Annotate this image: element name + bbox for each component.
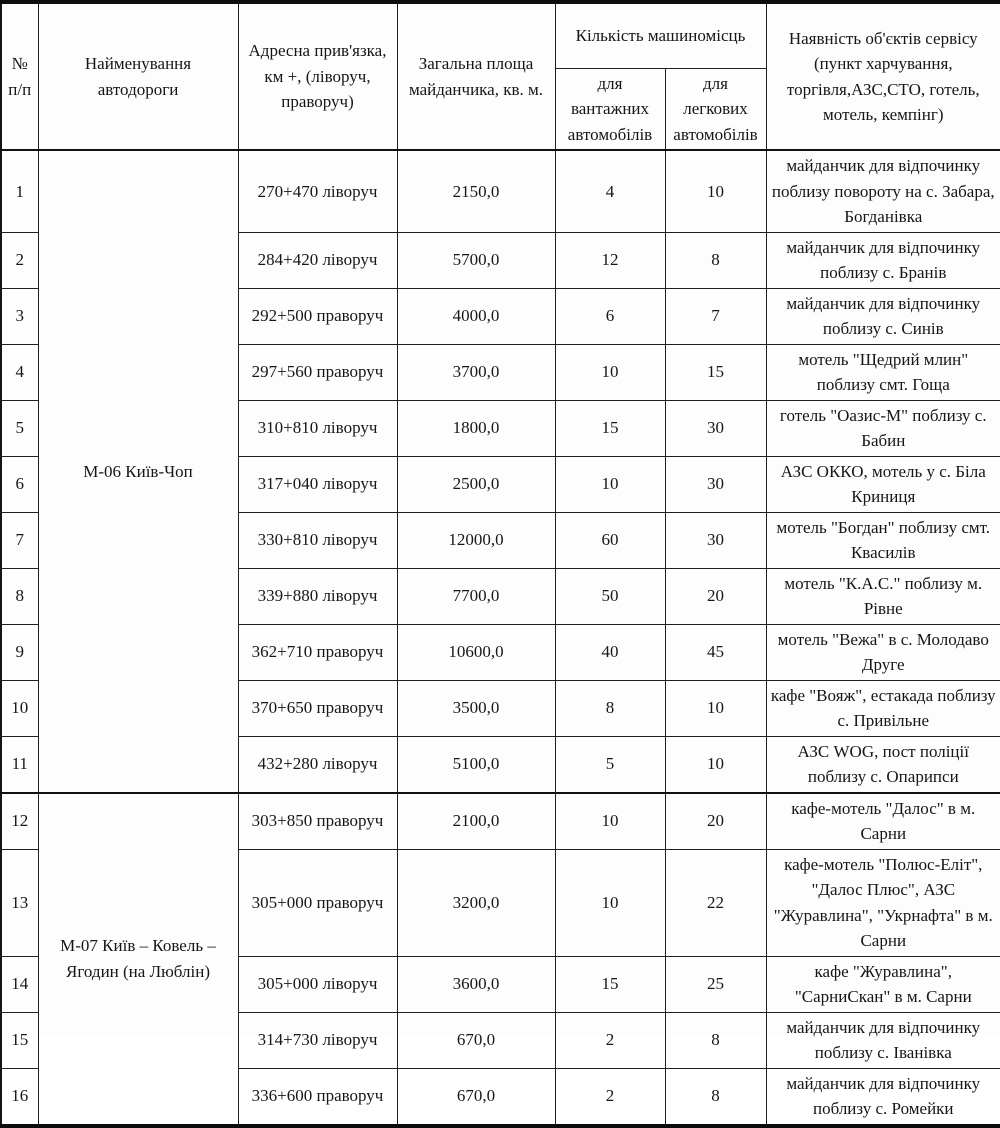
cell-car-spaces: 45 [665, 624, 766, 680]
cell-address: 362+710 праворуч [238, 624, 397, 680]
cell-area: 2100,0 [397, 793, 555, 850]
cell-address: 432+280 ліворуч [238, 736, 397, 793]
cell-address: 284+420 ліворуч [238, 232, 397, 288]
cell-address: 339+880 ліворуч [238, 568, 397, 624]
cell-truck-spaces: 10 [555, 793, 665, 850]
cell-service-objects: мотель "Вежа" в с. Молодаво Друге [766, 624, 1000, 680]
cell-car-spaces: 30 [665, 512, 766, 568]
cell-row-number: 4 [1, 344, 38, 400]
cell-area: 3700,0 [397, 344, 555, 400]
cell-row-number: 3 [1, 288, 38, 344]
cell-service-objects: АЗС WOG, пост поліції поблизу с. Опарипси [766, 736, 1000, 793]
header-capacity-trucks: для вантажних автомобілів [555, 68, 665, 150]
table-body [1, 150, 1000, 1126]
cell-area: 2150,0 [397, 150, 555, 232]
cell-address: 292+500 праворуч [238, 288, 397, 344]
cell-road-name: М-06 Київ-Чоп [38, 150, 238, 793]
cell-area: 4000,0 [397, 288, 555, 344]
cell-car-spaces: 22 [665, 849, 766, 956]
cell-row-number: 16 [1, 1068, 38, 1126]
cell-truck-spaces: 4 [555, 150, 665, 232]
cell-car-spaces: 15 [665, 344, 766, 400]
header-service: Наявність об'єктів сервісу (пункт харчування, торгівля,АЗС,СТО, готель, мотель, кемпінг) [766, 2, 1000, 150]
cell-truck-spaces: 15 [555, 400, 665, 456]
cell-row-number: 15 [1, 1012, 38, 1068]
header-area: Загальна площа майданчика, кв. м. [397, 2, 555, 150]
cell-address: 336+600 праворуч [238, 1068, 397, 1126]
cell-row-number: 13 [1, 849, 38, 956]
table-row [1, 150, 1000, 232]
cell-truck-spaces: 10 [555, 849, 665, 956]
cell-service-objects: майданчик для відпочинку поблизу повороту на с. Забара, Богданівка [766, 150, 1000, 232]
cell-address: 314+730 ліворуч [238, 1012, 397, 1068]
cell-area: 5700,0 [397, 232, 555, 288]
cell-car-spaces: 30 [665, 400, 766, 456]
cell-truck-spaces: 10 [555, 456, 665, 512]
header-capacity: Кількість машиномісць [555, 2, 766, 68]
cell-row-number: 6 [1, 456, 38, 512]
table-header [1, 2, 1000, 150]
table-row [1, 793, 1000, 850]
cell-road-name: М-07 Київ – Ковель – Ягодин (на Люблін) [38, 793, 238, 1126]
cell-car-spaces: 10 [665, 150, 766, 232]
cell-area: 5100,0 [397, 736, 555, 793]
cell-truck-spaces: 5 [555, 736, 665, 793]
cell-row-number: 10 [1, 680, 38, 736]
cell-row-number: 14 [1, 956, 38, 1012]
cell-area: 3600,0 [397, 956, 555, 1012]
cell-row-number: 9 [1, 624, 38, 680]
cell-area: 1800,0 [397, 400, 555, 456]
cell-area: 12000,0 [397, 512, 555, 568]
cell-car-spaces: 10 [665, 736, 766, 793]
cell-row-number: 11 [1, 736, 38, 793]
cell-address: 317+040 ліворуч [238, 456, 397, 512]
cell-row-number: 2 [1, 232, 38, 288]
cell-row-number: 5 [1, 400, 38, 456]
cell-truck-spaces: 8 [555, 680, 665, 736]
cell-truck-spaces: 6 [555, 288, 665, 344]
header-num: № п/п [1, 2, 38, 150]
cell-row-number: 1 [1, 150, 38, 232]
cell-area: 670,0 [397, 1012, 555, 1068]
cell-truck-spaces: 40 [555, 624, 665, 680]
cell-car-spaces: 30 [665, 456, 766, 512]
cell-address: 297+560 праворуч [238, 344, 397, 400]
cell-row-number: 12 [1, 793, 38, 850]
cell-truck-spaces: 10 [555, 344, 665, 400]
cell-address: 270+470 ліворуч [238, 150, 397, 232]
cell-truck-spaces: 12 [555, 232, 665, 288]
cell-service-objects: кафе "Журавлина", "СарниСкан" в м. Сарни [766, 956, 1000, 1012]
cell-address: 305+000 ліворуч [238, 956, 397, 1012]
cell-service-objects: майданчик для відпочинку поблизу с. Іванівка [766, 1012, 1000, 1068]
cell-service-objects: майданчик для відпочинку поблизу с. Синів [766, 288, 1000, 344]
cell-car-spaces: 20 [665, 568, 766, 624]
cell-address: 303+850 праворуч [238, 793, 397, 850]
cell-row-number: 8 [1, 568, 38, 624]
cell-car-spaces: 25 [665, 956, 766, 1012]
cell-address: 370+650 праворуч [238, 680, 397, 736]
cell-service-objects: мотель "Щедрий млин" поблизу смт. Гоща [766, 344, 1000, 400]
cell-car-spaces: 7 [665, 288, 766, 344]
cell-service-objects: майданчик для відпочинку поблизу с. Ромейки [766, 1068, 1000, 1126]
cell-truck-spaces: 2 [555, 1012, 665, 1068]
cell-address: 330+810 ліворуч [238, 512, 397, 568]
cell-car-spaces: 8 [665, 1068, 766, 1126]
cell-area: 670,0 [397, 1068, 555, 1126]
cell-car-spaces: 10 [665, 680, 766, 736]
cell-truck-spaces: 15 [555, 956, 665, 1012]
header-road-name: Найменування автодороги [38, 2, 238, 150]
cell-area: 3500,0 [397, 680, 555, 736]
cell-truck-spaces: 50 [555, 568, 665, 624]
cell-service-objects: кафе "Вояж", естакада поблизу с. Привільне [766, 680, 1000, 736]
cell-service-objects: мотель "Богдан" поблизу смт. Квасилів [766, 512, 1000, 568]
cell-car-spaces: 8 [665, 232, 766, 288]
cell-truck-spaces: 60 [555, 512, 665, 568]
cell-area: 10600,0 [397, 624, 555, 680]
cell-truck-spaces: 2 [555, 1068, 665, 1126]
cell-address: 305+000 праворуч [238, 849, 397, 956]
cell-service-objects: АЗС ОККО, мотель у с. Біла Криниця [766, 456, 1000, 512]
cell-area: 2500,0 [397, 456, 555, 512]
cell-area: 3200,0 [397, 849, 555, 956]
header-address: Адресна прив'язка, км +, (ліворуч, праворуч) [238, 2, 397, 150]
cell-service-objects: кафе-мотель "Далос" в м. Сарни [766, 793, 1000, 850]
cell-service-objects: мотель "К.А.С." поблизу м. Рівне [766, 568, 1000, 624]
cell-address: 310+810 ліворуч [238, 400, 397, 456]
cell-service-objects: кафе-мотель "Полюс-Еліт", "Далос Плюс", АЗС "Журавлина", "Укрнафта" в м. Сарни [766, 849, 1000, 956]
cell-car-spaces: 20 [665, 793, 766, 850]
cell-service-objects: готель "Оазис-М" поблизу с. Бабин [766, 400, 1000, 456]
cell-row-number: 7 [1, 512, 38, 568]
cell-area: 7700,0 [397, 568, 555, 624]
cell-service-objects: майданчик для відпочинку поблизу с. Бранів [766, 232, 1000, 288]
cell-car-spaces: 8 [665, 1012, 766, 1068]
header-capacity-cars: для легкових автомобілів [665, 68, 766, 150]
